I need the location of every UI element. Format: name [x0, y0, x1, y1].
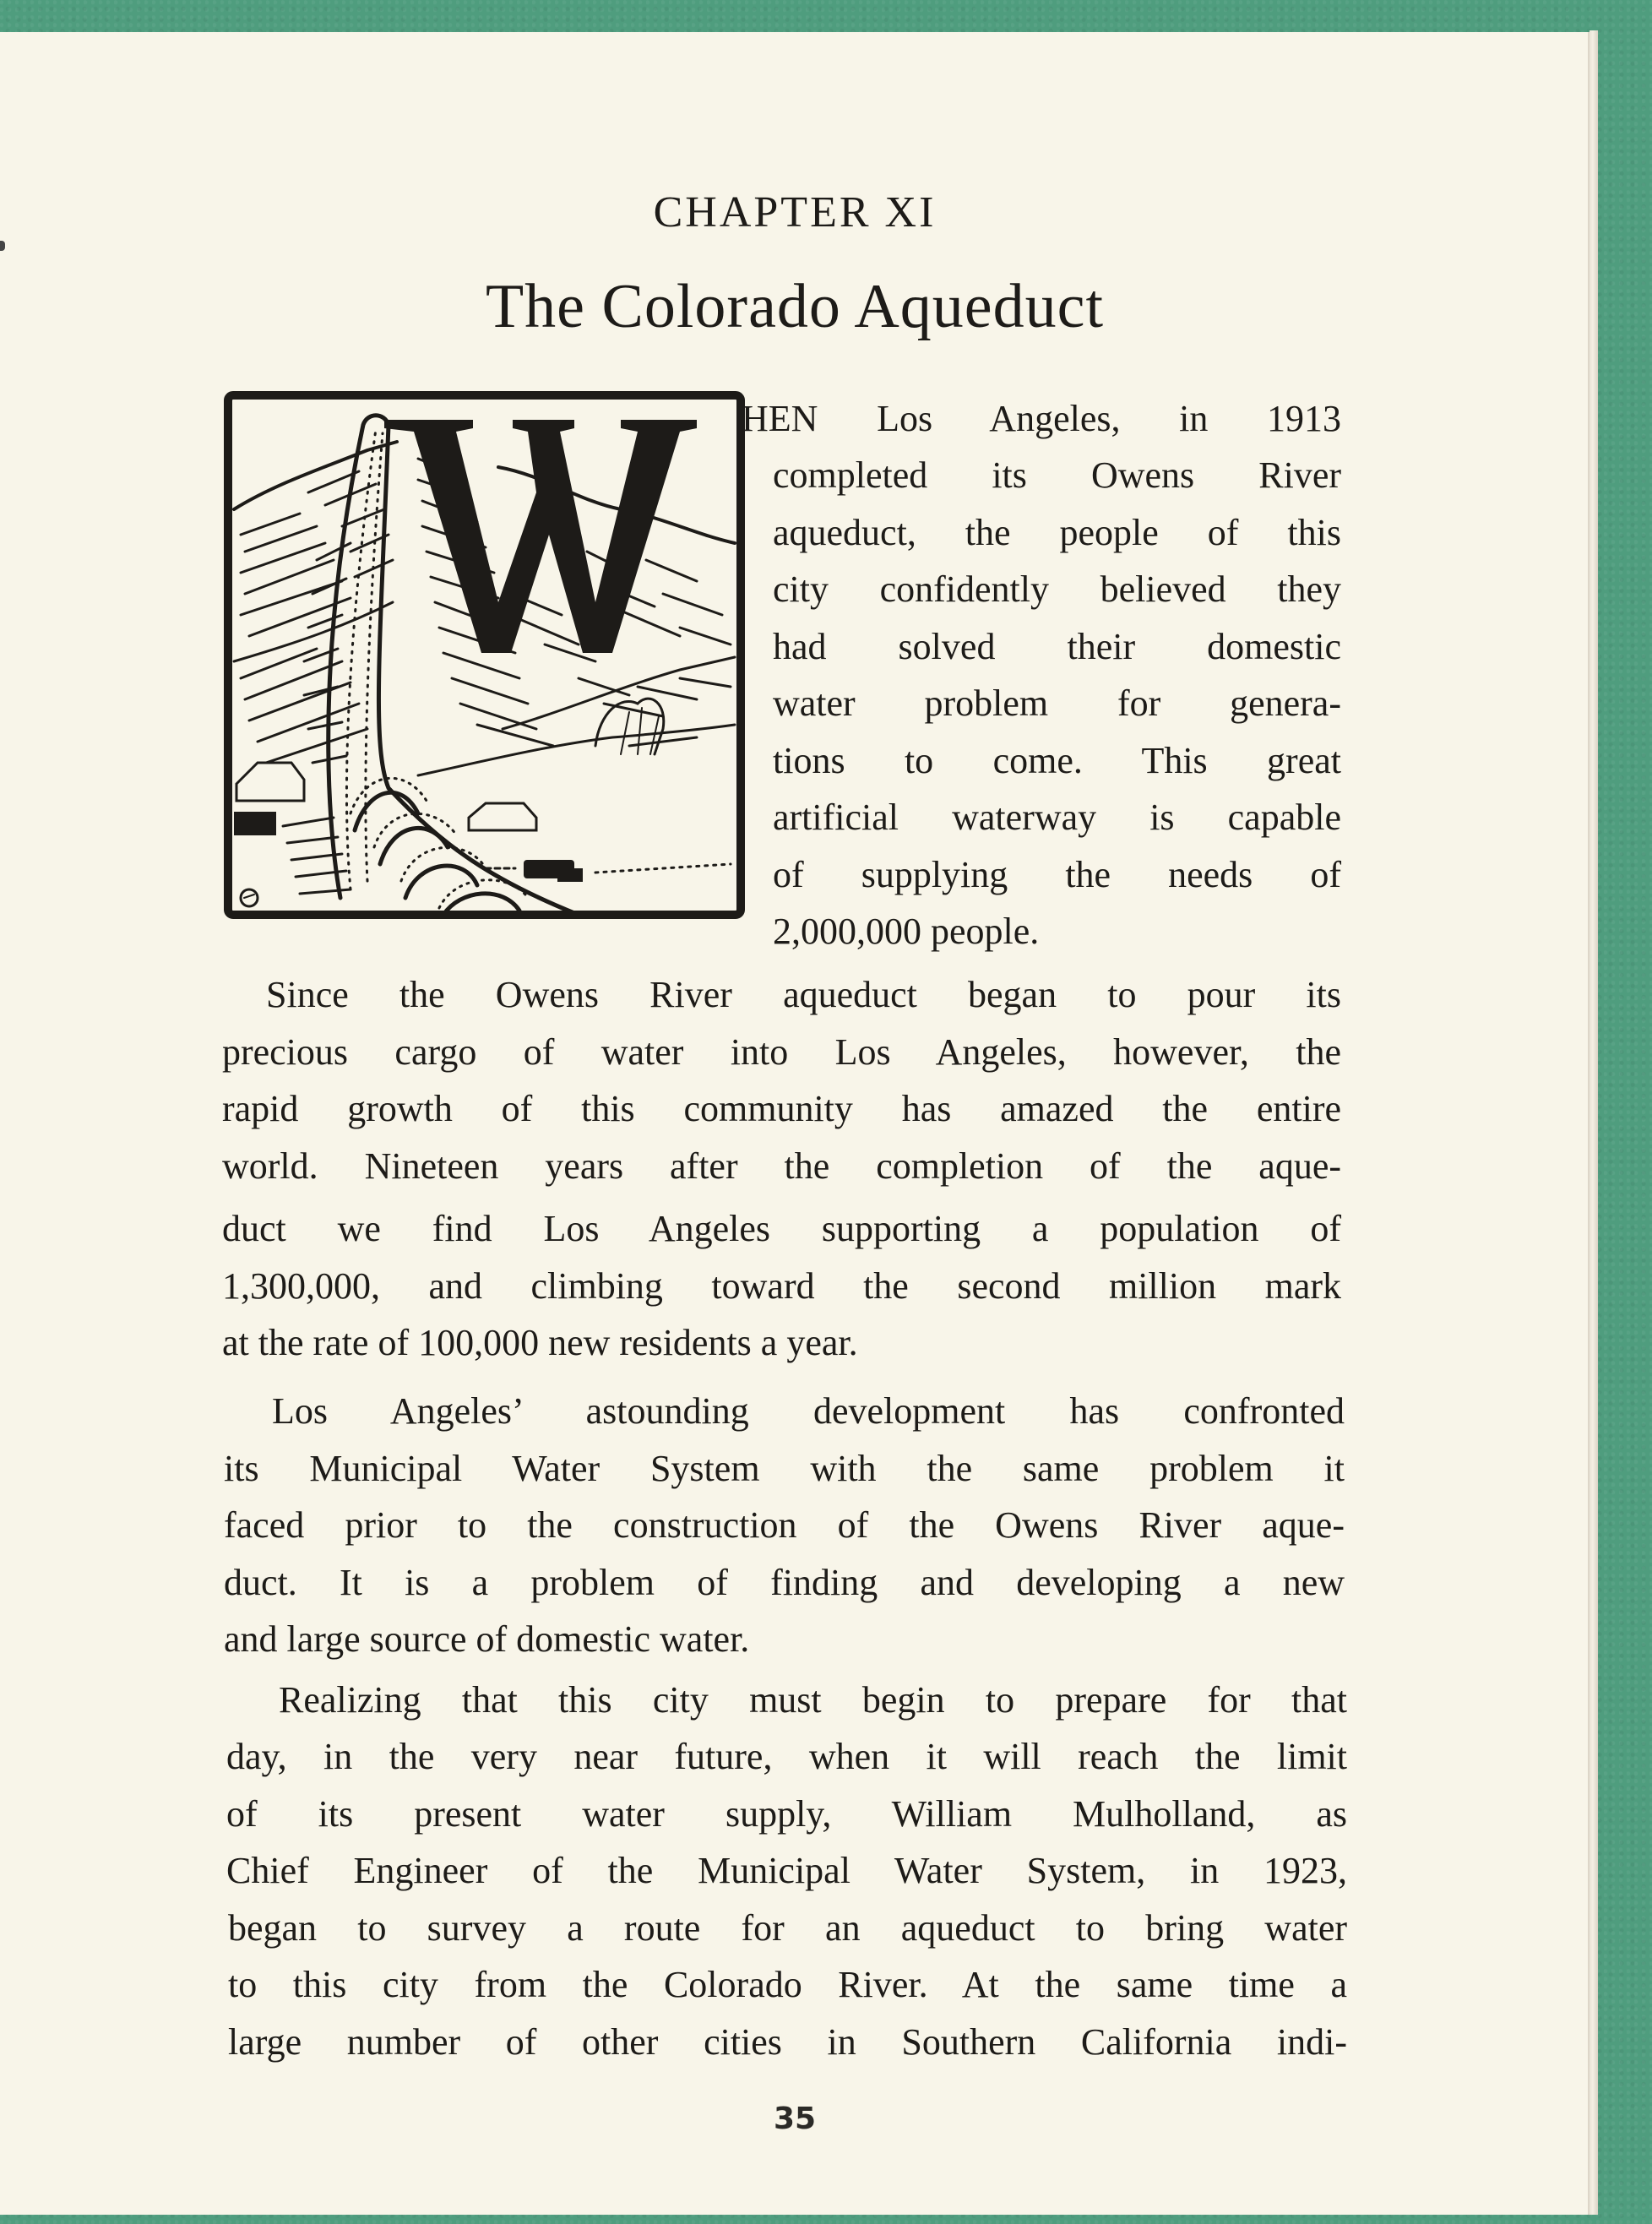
text-line: large number of other cities in Southern California indi-: [228, 2021, 1347, 2063]
drop-cap-illustration: [224, 391, 745, 919]
text-line: had solved their domestic: [773, 626, 1341, 667]
text-line: precious cargo of water into Los Angeles, however, the: [222, 1031, 1341, 1073]
text-line: of its present water supply, William Mulholland, as: [226, 1793, 1347, 1835]
text-line: duct we find Los Angeles supporting a population of: [222, 1208, 1341, 1249]
aqueduct-illustration-icon: [224, 391, 745, 919]
binding-mark: [0, 241, 5, 251]
page-number: 35: [773, 2102, 817, 2136]
text-line: Since the Owens River aqueduct began to pour its: [266, 974, 1341, 1015]
text-line: day, in the very near future, when it will reach the limit: [226, 1736, 1347, 1777]
text-line: faced prior to the construction of the Owens River aque-: [224, 1504, 1345, 1546]
text-line: 2,000,000 people.: [773, 911, 1040, 952]
page-edge: [1590, 30, 1598, 2215]
text-line: tions to come. This great: [773, 740, 1341, 781]
text-line: city confidently believed they: [773, 568, 1341, 610]
text-line: duct. It is a problem of finding and developing a new: [224, 1562, 1345, 1603]
text-line: rapid growth of this community has amazed the entire: [222, 1088, 1341, 1129]
chapter-title: The Colorado Aqueduct: [485, 272, 1105, 341]
text-line: Los Angeles’ astounding development has confronted: [272, 1390, 1345, 1432]
drop-cap-letter-w: [384, 420, 697, 653]
chapter-label: CHAPTER XI: [653, 188, 937, 237]
text-line: to this city from the Colorado River. At the same time a: [228, 1964, 1347, 2005]
text-line: Chief Engineer of the Municipal Water System, in 1923,: [226, 1850, 1347, 1891]
text-line: water problem for genera-: [773, 682, 1341, 724]
text-line: world. Nineteen years after the completion of the aque-: [222, 1145, 1341, 1187]
text-line: and large source of domestic water.: [224, 1618, 750, 1660]
text-line: its Municipal Water System with the same problem it: [224, 1448, 1345, 1489]
text-line: 1,300,000, and climbing toward the second million mark: [222, 1265, 1341, 1307]
text-line: at the rate of 100,000 new residents a year.: [222, 1322, 858, 1363]
text-line: aqueduct, the people of this: [773, 512, 1341, 553]
text-line: completed its Owens River: [773, 454, 1341, 496]
text-line: artificial waterway is capable: [773, 797, 1341, 838]
text-line: Realizing that this city must begin to prepare for that: [279, 1679, 1347, 1721]
text-line: of supplying the needs of: [773, 854, 1341, 895]
text-line: began to survey a route for an aqueduct to bring water: [228, 1907, 1347, 1949]
text-line: HEN Los Angeles, in 1913: [742, 398, 1341, 439]
